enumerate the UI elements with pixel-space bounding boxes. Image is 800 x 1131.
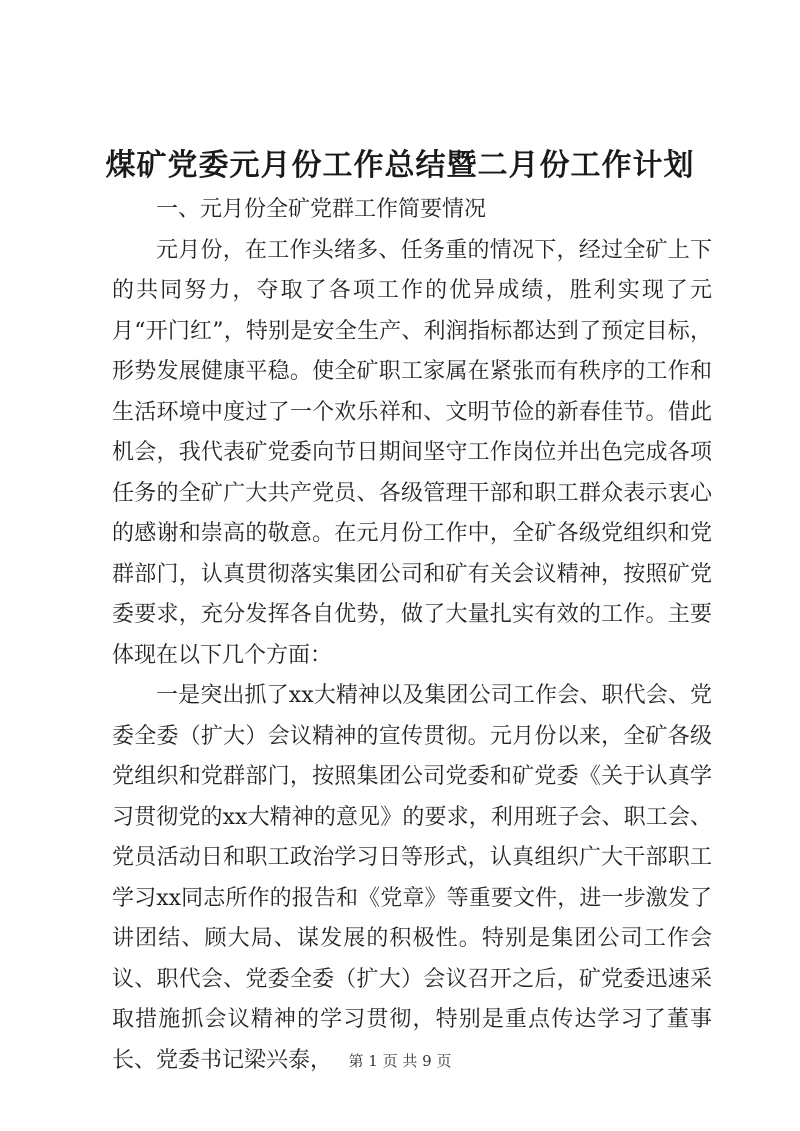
body-paragraph: 元月份，在工作头绪多、任务重的情况下，经过全矿上下的共同努力，夺取了各项工作的优异成绩，胜利实现了元月“开门红”，特别是安全生产、利润指标都达到了预定目标，形势发展健康平稳。使全矿职工家属在紧张而有秩序的工作和生活环境中度过了一个欢乐祥和、文明节俭的新春佳节。借此机会，我代表矿党委向节日期间坚守工作岗位并出色完成各项任务的全矿广大共产党员、各级管理干部和职工群众表示衷心的感谢和崇高的敬意。在元月份工作中，全矿各级党组织和党群部门，认真贯彻落实集团公司和矿有关会议精神，按照矿党委要求，充分发挥各自优势，做了大量扎实有效的工作。主要体现在以下几个方面： bbox=[112, 237, 712, 668]
document-title: 煤矿党委元月份工作总结暨二月份工作计划 bbox=[105, 148, 695, 183]
page-number-footer: 第 1 页 共 9 页 bbox=[348, 1052, 452, 1070]
section-heading: 一、元月份全矿党群工作简要情况 bbox=[156, 197, 487, 222]
document-body bbox=[112, 190, 712, 1081]
body-paragraph: 一是突出抓了xx大精神以及集团公司工作会、职代会、党委全委（扩大）会议精神的宣传贯彻。元月份以来，全矿各级党组织和党群部门，按照集团公司党委和矿党委《关于认真学习贯彻党的xx大精神的意见》的要求，利用班子会、职工会、党员活动日和职工政治学习日等形式，认真组织广大干部职工学习xx同志所作的报告和《党章》等重要文件，进一步激发了讲团结、顾大局、谋发展的积极性。特别是集团公司工作会议、职代会、党委全委（扩大）会议召开之后，矿党委迅速采取措施抓会议精神的学习贯彻，特别是重点传达学习了董事长、党委书记梁兴泰， bbox=[112, 683, 712, 1073]
